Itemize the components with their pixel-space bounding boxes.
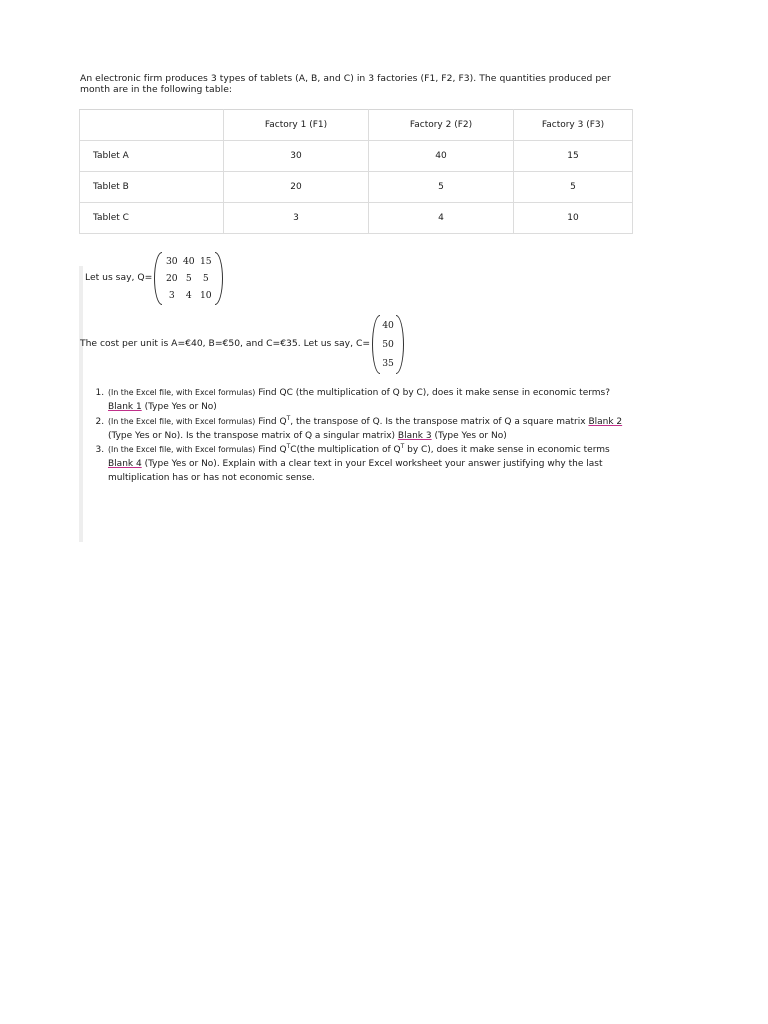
table-cell: 5 (369, 172, 514, 203)
table-cell: 30 (224, 141, 369, 172)
table-header-cell: Factory 2 (F2) (369, 110, 514, 141)
question-3 (107, 443, 635, 486)
matrix-entry: 15 (199, 256, 212, 268)
table-row (80, 141, 633, 172)
production-table-container (79, 109, 635, 235)
left-paren (154, 252, 162, 305)
matrix-entry: 40 (182, 256, 195, 268)
table-row (80, 203, 633, 234)
matrix-entry: 5 (202, 273, 209, 285)
row-label: Tablet B (80, 172, 224, 203)
table-header-cell (80, 110, 224, 141)
table-cell: 5 (514, 172, 633, 203)
matrix-entry: 10 (199, 290, 212, 302)
blank-4[interactable]: Blank 4 (108, 459, 142, 470)
question-text: (Type Yes or No) (431, 430, 507, 441)
production-table (79, 109, 633, 234)
q-matrix-label: Let us say, Q= (85, 272, 153, 284)
superscript: T (286, 414, 291, 422)
question-text: , the transpose of Q. Is the transpose matrix of Q a square matrix (290, 416, 589, 427)
table-cell: 15 (514, 141, 633, 172)
question-text: by C), does it make sense in economic terms (404, 444, 610, 455)
question-text: C(the multiplication of Q (290, 444, 401, 455)
blank-2[interactable]: Blank 2 (588, 416, 623, 427)
blank-1[interactable]: Blank 1 (108, 402, 142, 413)
matrix-entry: 3 (168, 290, 175, 302)
question-text: Find QC (the multiplication of Q by C), does it make sense in economic terms? (255, 388, 611, 399)
matrix-entry: 35 (382, 358, 394, 370)
question-list (79, 386, 635, 485)
q-matrix (154, 252, 223, 305)
table-cell: 3 (224, 203, 369, 234)
row-label: Tablet A (80, 141, 224, 172)
matrix-entry: 20 (165, 273, 178, 285)
question-text: (Type Yes or No) (141, 402, 217, 413)
cost-label: The cost per unit is A=€40, B=€50, and C=€35. Let us say, C= (80, 338, 371, 350)
table-header-cell: Factory 3 (F3) (514, 110, 633, 141)
matrix-entry: 40 (382, 320, 394, 332)
question-text: Find Q (255, 444, 287, 455)
blank-3[interactable]: Blank 3 (397, 430, 432, 441)
superscript: T (286, 442, 291, 450)
c-matrix (372, 315, 404, 374)
row-label: Tablet C (80, 203, 224, 234)
matrix-entry: 30 (165, 256, 178, 268)
table-header-row (80, 110, 633, 141)
question-text: (Type Yes or No). Is the transpose matrix of Q a singular matrix) (108, 430, 398, 441)
excel-note: (In the Excel file, with Excel formulas) (108, 416, 256, 426)
intro-paragraph: An electronic firm produces 3 types of tablets (A, B, and C) in 3 factories (F1, F2, F3). The quantities produced per month are in the following table: (80, 73, 611, 95)
matrix-entry: 4 (185, 290, 192, 302)
question-text: Find Q (255, 416, 287, 427)
table-header-cell: Factory 1 (F1) (224, 110, 369, 141)
q-matrix-row (79, 252, 635, 305)
matrix-entry: 50 (382, 339, 394, 351)
question-2 (107, 415, 635, 443)
superscript: T (400, 442, 405, 450)
table-cell: 4 (369, 203, 514, 234)
table-cell: 10 (514, 203, 633, 234)
question-1 (107, 386, 635, 414)
excel-note: (In the Excel file, with Excel formulas) (108, 388, 256, 398)
excel-note: (In the Excel file, with Excel formulas) (108, 444, 256, 454)
document (79, 74, 635, 486)
table-row (80, 172, 633, 203)
table-cell: 20 (224, 172, 369, 203)
question-text: (Type Yes or No). Explain with a clear text in your Excel worksheet your answer justifying why the last multiplication has or has not economic sense. (108, 459, 603, 484)
matrix-entry: 5 (185, 273, 192, 285)
c-matrix-row (79, 315, 635, 374)
table-cell: 40 (369, 141, 514, 172)
